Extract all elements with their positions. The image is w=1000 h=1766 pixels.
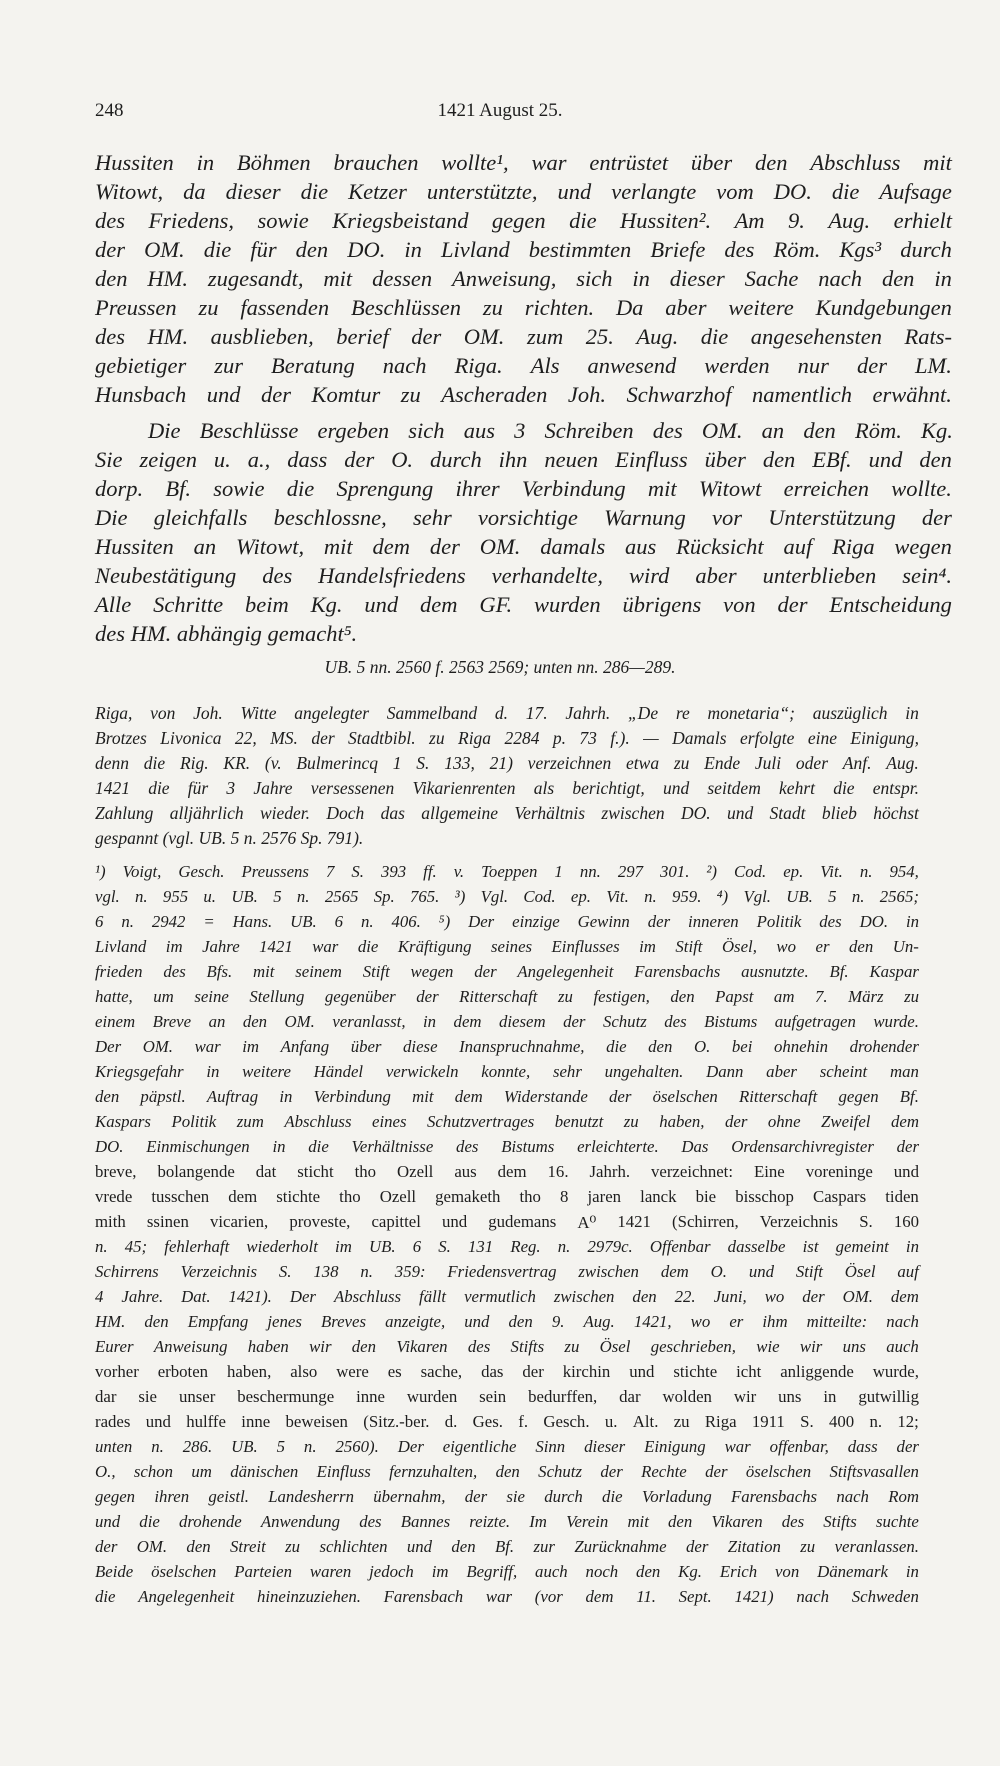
- footnote-line: frieden des Bfs. mit seinem Stift wegen der Angelegenheit Farensbachs ausnutzte. Bf. Kaspar: [95, 962, 919, 981]
- footnote-line: vgl. n. 955 u. UB. 5 n. 2565 Sp. 765. ³) Vgl. Cod. ep. Vit. n. 959. ⁴) Vgl. UB. 5 n. 2565;: [95, 887, 919, 906]
- text-line: des Friedens, sowie Kriegsbeistand gegen die Hussiten². Am 9. Aug. erhielt: [95, 208, 952, 233]
- note-line: 1421 die für 3 Jahre versessenen Vikarienrenten als berichtigt, und seitdem kehrt die entspr.: [95, 778, 919, 798]
- footnote-line: gegen ihren geistl. Landesherrn übernahm, der sie durch die Vorladung Farensbachs nach Rom: [95, 1487, 919, 1506]
- text-line: der OM. die für den DO. in Livland bestimmten Briefe des Röm. Kgs³ durch: [95, 237, 952, 262]
- footnote-line: O., schon um dänischen Einfluss fernzuhalten, den Schutz der Rechte der öselschen Stiftsvasallen: [95, 1462, 919, 1481]
- footnote-line: einem Breve an den OM. veranlasst, in dem diesem der Schutz des Bistums aufgetragen wurde.: [95, 1012, 919, 1031]
- note-line: denn die Rig. KR. (v. Bulmerincq 1 S. 133, 21) verzeichnen etwa zu Ende Juli oder Anf. Aug.: [95, 753, 919, 773]
- text-line: des HM. abhängig gemacht⁵.: [95, 621, 358, 646]
- text-line: den HM. zugesandt, mit dessen Anweisung, sich in dieser Sache nach den in: [95, 266, 952, 291]
- text-line: Witowt, da dieser die Ketzer unterstützte, und verlangte vom DO. die Aufsage: [95, 179, 952, 204]
- footnote-line: mith ssinen vicarien, proveste, capittel und gudemans A⁰ 1421 (Schirren, Verzeichnis S. 160: [95, 1212, 919, 1232]
- footnote-line: ¹) Voigt, Gesch. Preussens 7 S. 393 ff. v. Toeppen 1 nn. 297 301. ²) Cod. ep. Vit. n. 954,: [95, 862, 919, 881]
- footnote-line: rades und hulffe inne beweisen (Sitz.-ber. d. Ges. f. Gesch. u. Alt. zu Riga 1911 S. 400 n. 12;: [95, 1412, 919, 1431]
- footnote-line: und die drohende Anwendung des Bannes reizte. Im Verein mit den Vikaren des Stifts suchte: [95, 1512, 919, 1531]
- text-line: Alle Schritte beim Kg. und dem GF. wurden übrigens von der Entscheidung: [95, 592, 952, 617]
- text-line: Sie zeigen u. a., dass der O. durch ihn neuen Einfluss über den EBf. und den: [95, 447, 952, 472]
- text-line: dorp. Bf. sowie die Sprengung ihrer Verbindung mit Witowt erreichen wollte.: [95, 476, 952, 501]
- note-line: Brotzes Livonica 22, MS. der Stadtbibl. zu Riga 2284 p. 73 f.). — Damals erfolgte eine Einigung,: [95, 728, 919, 748]
- footnote-line: Livland im Jahre 1421 war die Kräftigung seines Einflusses im Stift Ösel, wo er den Un-: [95, 937, 919, 956]
- text-line: Preussen zu fassenden Beschlüssen zu richten. Da aber weitere Kundgebungen: [95, 295, 952, 320]
- note-line: Zahlung alljährlich wieder. Doch das allgemeine Verhältnis zwischen DO. und Stadt blieb höchst: [95, 803, 919, 823]
- footnote-line: DO. Einmischungen in die Verhältnisse des Bistums erleichterte. Das Ordensarchivregister der: [95, 1137, 919, 1156]
- footnote-line: Kriegsgefahr in weitere Händel verwickeln konnte, sehr ungehalten. Dann aber scheint man: [95, 1062, 919, 1081]
- footnote-line: den päpstl. Auftrag in Verbindung mit dem Widerstande der öselschen Ritterschaft gegen Bf.: [95, 1087, 919, 1106]
- text-line: gebietiger zur Beratung nach Riga. Als anwesend werden nur der LM.: [95, 353, 952, 378]
- page-number: 248: [95, 100, 124, 121]
- footnote-line: 6 n. 2942 = Hans. UB. 6 n. 406. ⁵) Der einzige Gewinn der inneren Politik des DO. in: [95, 912, 919, 931]
- footnote-line: hatte, um seine Stellung gegenüber der Ritterschaft zu festigen, den Papst am 7. März zu: [95, 987, 919, 1006]
- running-head-date: 1421 August 25.: [437, 100, 563, 121]
- text-line: Hussiten an Witowt, mit dem der OM. damals aus Rücksicht auf Riga wegen: [95, 534, 952, 559]
- text-line: Hussiten in Böhmen brauchen wollte¹, war entrüstet über den Abschluss mit: [95, 150, 952, 175]
- text-line: Hunsbach und der Komtur zu Ascheraden Joh. Schwarzhof namentlich erwähnt.: [95, 382, 952, 407]
- footnote-line: der OM. den Streit zu schlichten und den Bf. zur Zurücknahme der Zitation zu veranlassen.: [95, 1537, 919, 1556]
- footnote-line: breve, bolangende dat sticht tho Ozell aus dem 16. Jahrh. verzeichnet: Eine voreninge und: [95, 1162, 919, 1181]
- footnote-line: 4 Jahre. Dat. 1421). Der Abschluss fällt vermutlich zwischen den 22. Juni, wo der OM. dem: [95, 1287, 919, 1306]
- source-citation: UB. 5 nn. 2560 f. 2563 2569; unten nn. 286—289.: [324, 657, 676, 677]
- note-line: gespannt (vgl. UB. 5 n. 2576 Sp. 791).: [95, 828, 364, 848]
- footnote-line: Schirrens Verzeichnis S. 138 n. 359: Friedensvertrag zwischen dem O. und Stift Ösel auf: [95, 1262, 919, 1281]
- footnote-line: Der OM. war im Anfang über diese Inanspruchnahme, die den O. bei ohnehin drohender: [95, 1037, 919, 1056]
- footnote-line: dar sie unser beschermunge inne wurden sein bedurffen, dar wolden wir uns in gutwillig: [95, 1387, 919, 1406]
- footnote-line: unten n. 286. UB. 5 n. 2560). Der eigentliche Sinn dieser Einigung war offenbar, dass der: [95, 1437, 919, 1456]
- footnote-line: Kaspars Politik zum Abschluss eines Schutzvertrages benutzt zu haben, der ohne Zweifel dem: [95, 1112, 919, 1131]
- text-line: Neubestätigung des Handelsfriedens verhandelte, wird aber unterblieben sein⁴.: [95, 563, 952, 588]
- text-line: Die Beschlüsse ergeben sich aus 3 Schreiben des OM. an den Röm. Kg.: [148, 418, 953, 443]
- footnote-line: vrede tusschen dem stichte tho Ozell gemaketh tho 8 jaren lanck bie bisschop Caspars tiden: [95, 1187, 919, 1206]
- footnote-line: Beide öselschen Parteien waren jedoch im Begriff, auch noch den Kg. Erich von Dänemark in: [95, 1562, 919, 1581]
- footnote-line: HM. den Empfang jenes Breves anzeigte, und den 9. Aug. 1421, wo er ihm mitteilte: nach: [95, 1312, 919, 1331]
- note-line: Riga, von Joh. Witte angelegter Sammelband d. 17. Jahrh. „De re monetaria“; auszüglich in: [95, 703, 919, 723]
- footnote-line: die Angelegenheit hineinzuziehen. Farensbach war (vor dem 11. Sept. 1421) nach Schweden: [95, 1587, 919, 1606]
- footnote-line: vorher erboten haben, also were es sache, das der kirchin und stichte icht anliggende wurde,: [95, 1362, 919, 1381]
- text-line: Die gleichfalls beschlossne, sehr vorsichtige Warnung vor Unterstützung der: [95, 505, 952, 530]
- text-line: des HM. ausblieben, berief der OM. zum 25. Aug. die angesehensten Rats-: [95, 324, 952, 349]
- footnote-line: n. 45; fehlerhaft wiederholt im UB. 6 S. 131 Reg. n. 2979c. Offenbar dasselbe ist gemeint in: [95, 1237, 919, 1256]
- footnote-line: Eurer Anweisung haben wir den Vikaren des Stifts zu Ösel geschrieben, wie wir uns auch: [95, 1337, 919, 1356]
